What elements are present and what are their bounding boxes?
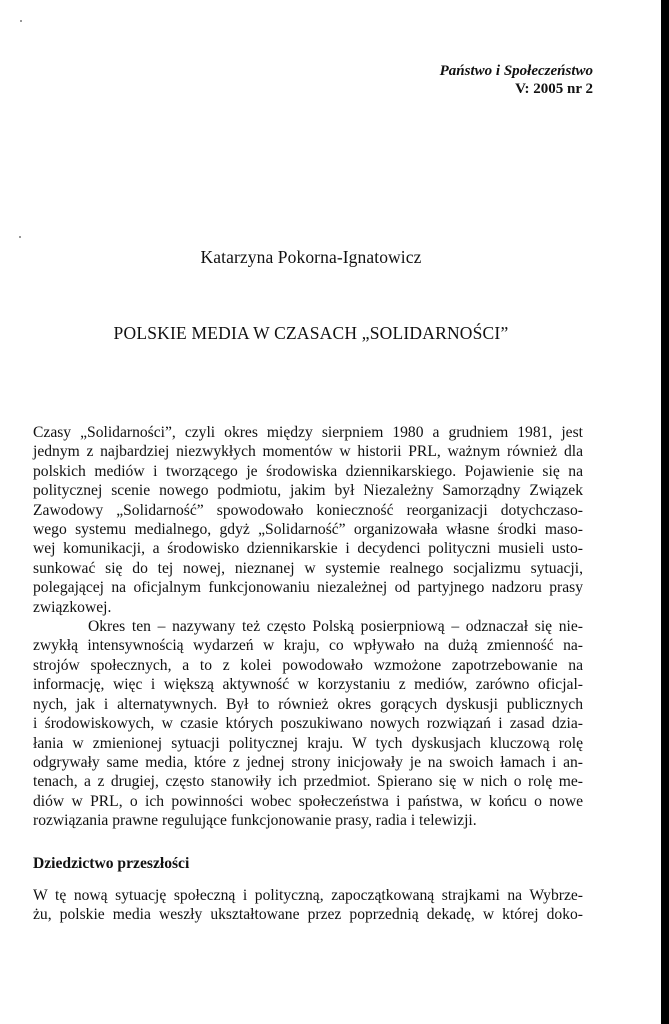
- text-line: Zawodowy „Solidarność” spowodowało konieczność reorganizacji dotychczaso-: [33, 501, 583, 519]
- journal-issue: V: 2005 nr 2: [515, 81, 593, 97]
- section-heading: Dziedzictwo przeszłości: [33, 855, 190, 872]
- text-line: i środowiskowych, w czasie których poszukiwano nowych rozwiązań i zasad dzia-: [33, 715, 583, 733]
- text-line: informację, więc i większą aktywność w korzystaniu z mediów, zarówno oficjal-: [33, 676, 583, 694]
- text-line: wej komunikacji, a środowisko dziennikarskie i decydenci polityczni musieli usto-: [33, 540, 583, 558]
- text-line: W tę nową sytuację społeczną i polityczną, zapoczątkowaną strajkami na Wybrze-: [33, 887, 583, 904]
- journal-name: Państwo i Społeczeństwo: [439, 63, 593, 79]
- text-line: politycznej scenie nowego podmiotu, jakim był Niezależny Samorządny Związek: [33, 482, 583, 500]
- text-line: strojów społecznych, a to z kolei powodowało wzmożone zapotrzebowanie na: [33, 656, 583, 674]
- text-line: zwykłą intensywnością wydarzeń w kraju, co wpływało na dużą zmienność na-: [33, 637, 583, 655]
- text-line: Czasy „Solidarności”, czyli okres między sierpniem 1980 a grudniem 1981, jest: [33, 424, 583, 441]
- paragraph-2: [33, 617, 583, 830]
- paragraph-1: [33, 423, 583, 617]
- text-line: jednym z najbardziej niezwykłych momentów w historii PRL, ważnym również dla: [33, 443, 583, 461]
- article-title: POLSKIE MEDIA W CZASACH „SOLIDARNOŚCI”: [113, 323, 509, 343]
- scan-speck: [20, 20, 22, 22]
- scan-speck: [19, 236, 21, 238]
- text-line: odgrywały same media, które z jednej strony inicjowały je na swoich łamach i an-: [33, 753, 583, 771]
- article-author: Katarzyna Pokorna-Ignatowicz: [200, 247, 422, 267]
- journal-header: [440, 62, 593, 98]
- text-line: tenach, a z drugiej, często stanowiły ich przedmiot. Spierano się w nich o rolę me-: [33, 773, 583, 791]
- text-line: żu, polskie media weszły ukształtowane przez poprzednią dekadę, w której doko-: [33, 906, 583, 924]
- section-body: [33, 886, 583, 925]
- article-body: [33, 423, 583, 831]
- text-line: Okres ten – nazywany też często Polską posierpniową – odznaczał się nie-: [88, 618, 583, 636]
- scan-border: [661, 0, 669, 1024]
- text-line: związkowej.: [33, 598, 112, 616]
- text-line: polegającej na oficjalnym funkcjonowaniu niezależnej od partyjnego nadzoru prasy: [33, 579, 583, 597]
- text-line: wego systemu medialnego, gdyż „Solidarność” organizowała własne środki maso-: [33, 521, 583, 539]
- text-line: polskich mediów i tworzącego je środowiska dziennikarskiego. Pojawienie się na: [33, 462, 583, 480]
- text-line: łania w zmienionej sytuacji politycznej kraju. W tych dyskusjach kluczową rolę: [33, 734, 583, 752]
- text-line: nych, jak i alternatywnych. Był to również okres gorących dyskusji publicznych: [33, 695, 583, 713]
- text-line: rozwiązania prawne regulujące funkcjonowanie prasy, radia i telewizji.: [33, 812, 477, 830]
- text-line: sunkować się do tej nowej, nieznanej w systemie realnego socjalizmu sytuacji,: [33, 559, 583, 577]
- text-line: diów w PRL, o ich powinności wobec społeczeństwa i państwa, w końcu o nowe: [33, 792, 583, 810]
